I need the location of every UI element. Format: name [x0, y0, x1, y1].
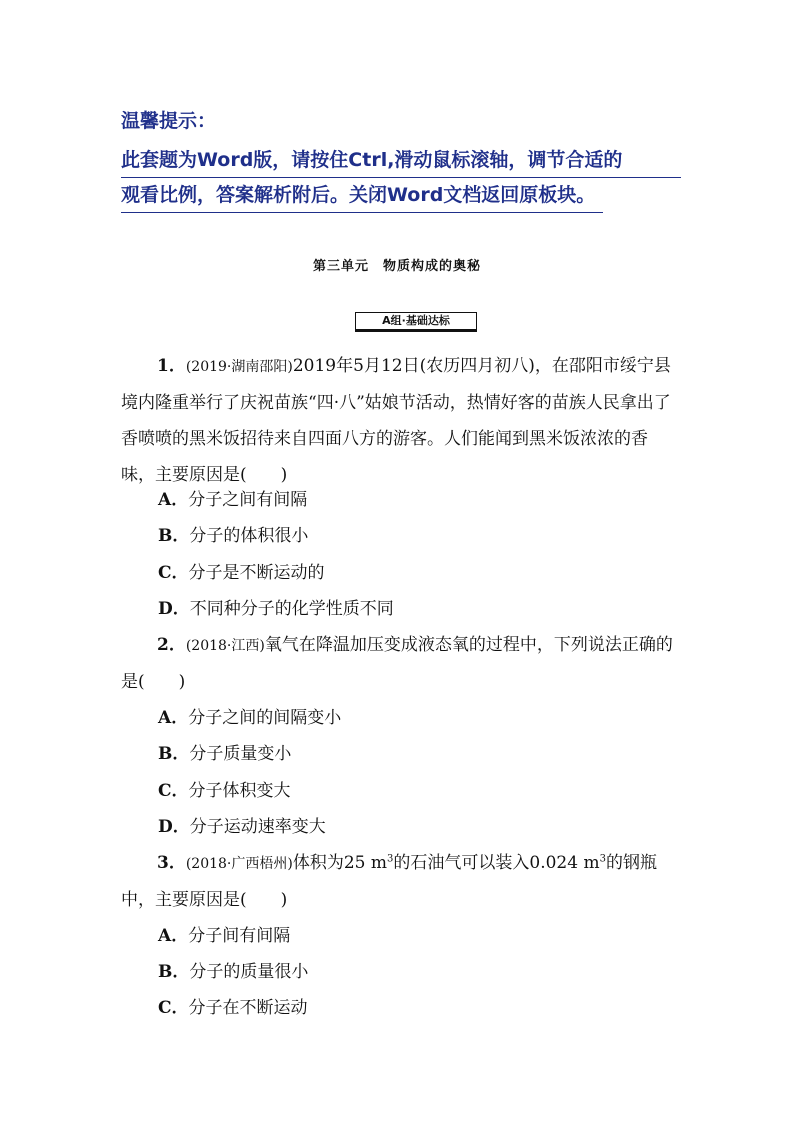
q2-option-a: A．分子之间的间隔变小 — [158, 708, 342, 728]
question-source: (2018·江西) — [185, 638, 265, 654]
q3-option-a: A．分子间有间隔 — [158, 926, 291, 946]
unit-title: 第三单元 物质构成的奥秘 — [312, 259, 481, 274]
question-text: 2019年5月12日(农历四月初八)，在邵阳市绥宁县境内隆重举行了庆祝苗族“四·八”姑娘节活动，热情好客的苗族人民拿出了香喷喷的黑米饭招待来自四面八方的游客。人们能闻到黑米饭浓浓的香味，主要原因是( ) — [121, 356, 671, 485]
question-source: (2018·广西梧州) — [185, 856, 293, 872]
q3-option-c: C．分子在不断运动 — [158, 998, 308, 1018]
question-source: (2019·湖南邵阳) — [185, 359, 293, 375]
q2-option-c: C．分子体积变大 — [158, 781, 291, 801]
tip-line-2: 观看比例，答案解析附后。关闭Word文档返回原板块。 — [121, 178, 603, 213]
q2-option-b: B．分子质量变小 — [158, 744, 292, 764]
q1-option-b: B．分子的体积很小 — [158, 526, 309, 546]
question-3: 3．(2018·广西梧州)体积为25 $m^3$的石油气可以装入0.024 $m^3$的钢瓶中，主要原因是( ) — [121, 853, 657, 910]
q2-option-d: D．分子运动速率变大 — [158, 817, 326, 837]
tip-line-1: 此套题为Word版，请按住Ctrl,滑动鼠标滚轴，调节合适的 — [121, 143, 681, 178]
q1-option-a: A．分子之间有间隔 — [158, 490, 308, 510]
q3-option-b: B．分子的质量很小 — [158, 962, 309, 982]
group-label: A组·基础达标 — [355, 312, 477, 332]
tip-title: 温馨提示： — [121, 110, 217, 132]
question-number: 3． — [157, 853, 186, 873]
q1-option-c: C．分子是不断运动的 — [158, 563, 325, 583]
question-text: 氧气在降温加压变成液态氧的过程中，下列说法正确的是( ) — [121, 635, 673, 692]
question-1 — [121, 348, 676, 493]
question-number: 1． — [157, 356, 186, 376]
q1-option-d: D．不同种分子的化学性质不同 — [158, 599, 394, 619]
question-number: 2． — [157, 635, 186, 655]
question-2 — [121, 627, 676, 700]
tip-body — [121, 143, 681, 213]
